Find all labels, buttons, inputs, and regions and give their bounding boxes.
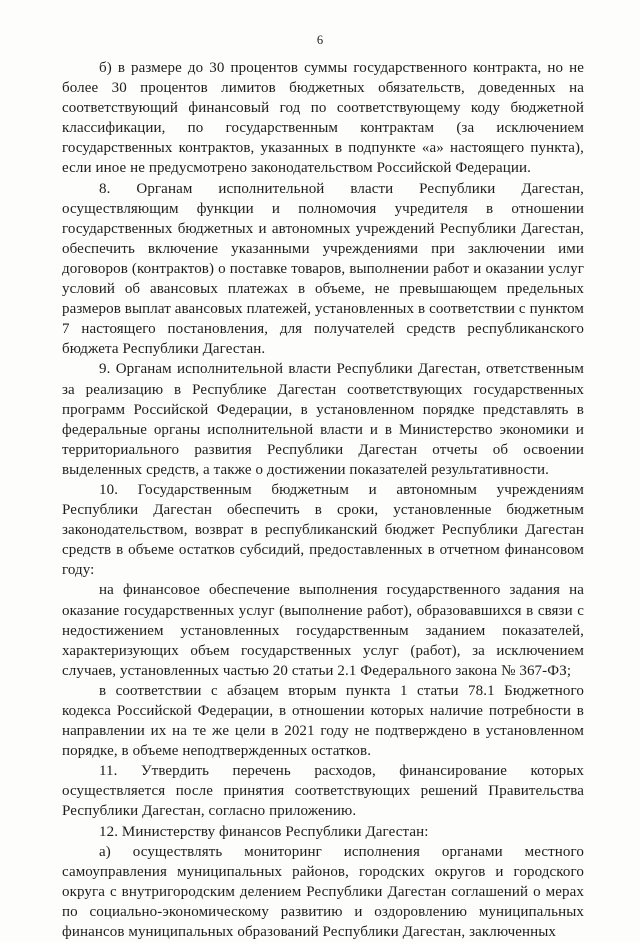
paragraph-12: 12. Министерству финансов Республики Дагестан: (99, 823, 429, 840)
paragraph-9: 9. Органам исполнительной власти Республики Дагестан, ответственным за реализацию в Республике Дагестан соответствующих государственных программ Российской Федерации, в установленном порядке представлять в федеральные органы исполнительной власти и в Министерство экономики и территориального развития Республики Дагестан отчеты об освоении выделенных средств, а также о достижении показателей результативности. (62, 361, 584, 478)
paragraph-12-item-a: а) осуществлять мониторинг исполнения органами местного самоуправления муниципальных районов, городских округов и городского округа с внутригородским делением Республики Дагестан соглашений о мерах по социально-экономическому развитию и оздоровлению муниципальных финансов муниципальных образований Республики Дагестан, заключенных (62, 843, 584, 941)
document-body (62, 58, 584, 942)
paragraph-11: 11. Утвердить перечень расходов, финансирование которых осуществляется после принятия соответствующих решений Правительства Республики Дагестан, согласно приложению. (62, 763, 584, 820)
paragraph-10-clause-2: в соответствии с абзацем вторым пункта 1 статьи 78.1 Бюджетного кодекса Российской Федерации, в отношении которых наличие потребности в направлении их на те же цели в 2021 году не подтверждено в установленном порядке, в объеме неподтвержденных остатков. (62, 682, 584, 760)
paragraph-item-b: б) в размере до 30 процентов суммы государственного контракта, но не более 30 процентов лимитов бюджетных обязательств, доведенных на соответствующий финансовый год по соответствующему коду бюджетной классификации, по государственным контрактам (за исключением государственных контрактов, указанных в подпункте «а» настоящего пункта), если иное не предусмотрено законодательством Российской Федерации. (62, 60, 584, 177)
paragraph-8: 8. Органам исполнительной власти Республики Дагестан, осуществляющим функции и полномочия учредителя в отношении государственных бюджетных и автономных учреждений Республики Дагестан, обеспечить включение указанными учреждениями при заключении ими договоров (контрактов) о поставке товаров, выполнении работ и оказании услуг условий об авансовых платежах в объеме, не превышающем предельных размеров выплат авансовых платежей, установленных в соответствии с пунктом 7 настоящего постановления, для получателей средств республиканского бюджета Республики Дагестан. (62, 180, 584, 358)
paragraph-10-clause-1: на финансовое обеспечение выполнения государственного задания на оказание государственных услуг (выполнение работ), образовавшихся в связи с недостижением установленных государственным заданием показателей, характеризующих объем государственных услуг (работ), за исключением случаев, установленных частью 20 статьи 2.1 Федерального закона № 367-ФЗ; (62, 582, 584, 679)
paragraph-10: 10. Государственным бюджетным и автономным учреждениям Республики Дагестан обеспечить в сроки, установленные бюджетным законодательством, возврат в республиканский бюджет Республики Дагестан средств в объеме остатков субсидий, предоставленных в отчетном финансовом году: (62, 481, 584, 579)
page-number: 6 (316, 33, 324, 47)
